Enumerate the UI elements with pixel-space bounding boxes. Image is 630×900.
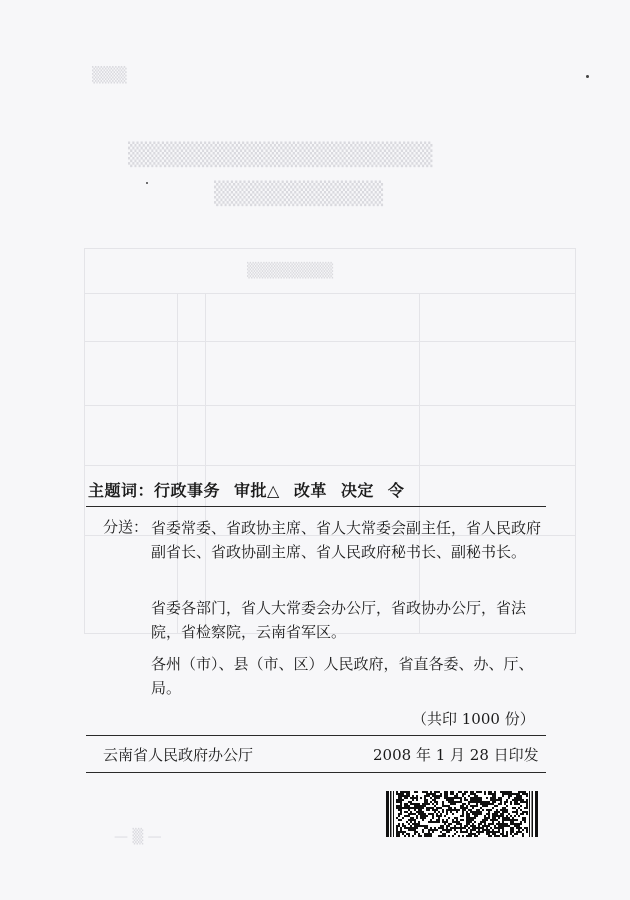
show-through-table: ▒▒▒▒▒▒▒▒ <box>84 248 576 634</box>
show-through-text: ▒▒▒ <box>92 66 127 84</box>
issue-date: 2008 年 1 月 28 日印发 <box>373 746 539 764</box>
show-through-page-number: — ▒ — <box>114 829 162 845</box>
topic-words <box>88 478 404 501</box>
topic-keyword: 改革 <box>293 481 327 500</box>
print-count: （共印 1000 份） <box>412 710 535 728</box>
topic-keyword: 令 <box>387 481 405 500</box>
distribution-recipients: 各州（市）、县（市、区）人民政府，省直各委、办、厅、局。 <box>151 655 534 697</box>
issuing-office: 云南省人民政府办公厅 <box>103 746 254 764</box>
topic-keyword: 行政事务 <box>154 481 221 500</box>
distribution-label: 分送： <box>103 518 149 536</box>
barcode-image <box>386 791 538 837</box>
show-through-text: ▒▒▒▒▒▒▒▒▒▒ <box>214 181 384 207</box>
topic-keyword: 审批△ <box>234 481 280 500</box>
topic-label: 主题词： <box>88 481 155 500</box>
topic-keyword: 决定 <box>340 481 374 500</box>
divider-rule <box>86 772 546 773</box>
divider-rule <box>86 735 546 736</box>
distribution-recipients: 省委各部门，省人大常委会办公厅，省政协办公厅，省法院，省检察院，云南省军区。 <box>151 599 527 641</box>
distribution-recipients: 省委常委、省政协主席、省人大常委会副主任，省人民政府副省长、省政协副主席、省人民政府秘书长、副秘书长。 <box>151 519 542 561</box>
divider-rule <box>86 506 546 507</box>
show-through-text: ▒▒▒▒▒▒▒▒▒▒▒▒▒▒▒▒▒▒ <box>128 142 433 168</box>
